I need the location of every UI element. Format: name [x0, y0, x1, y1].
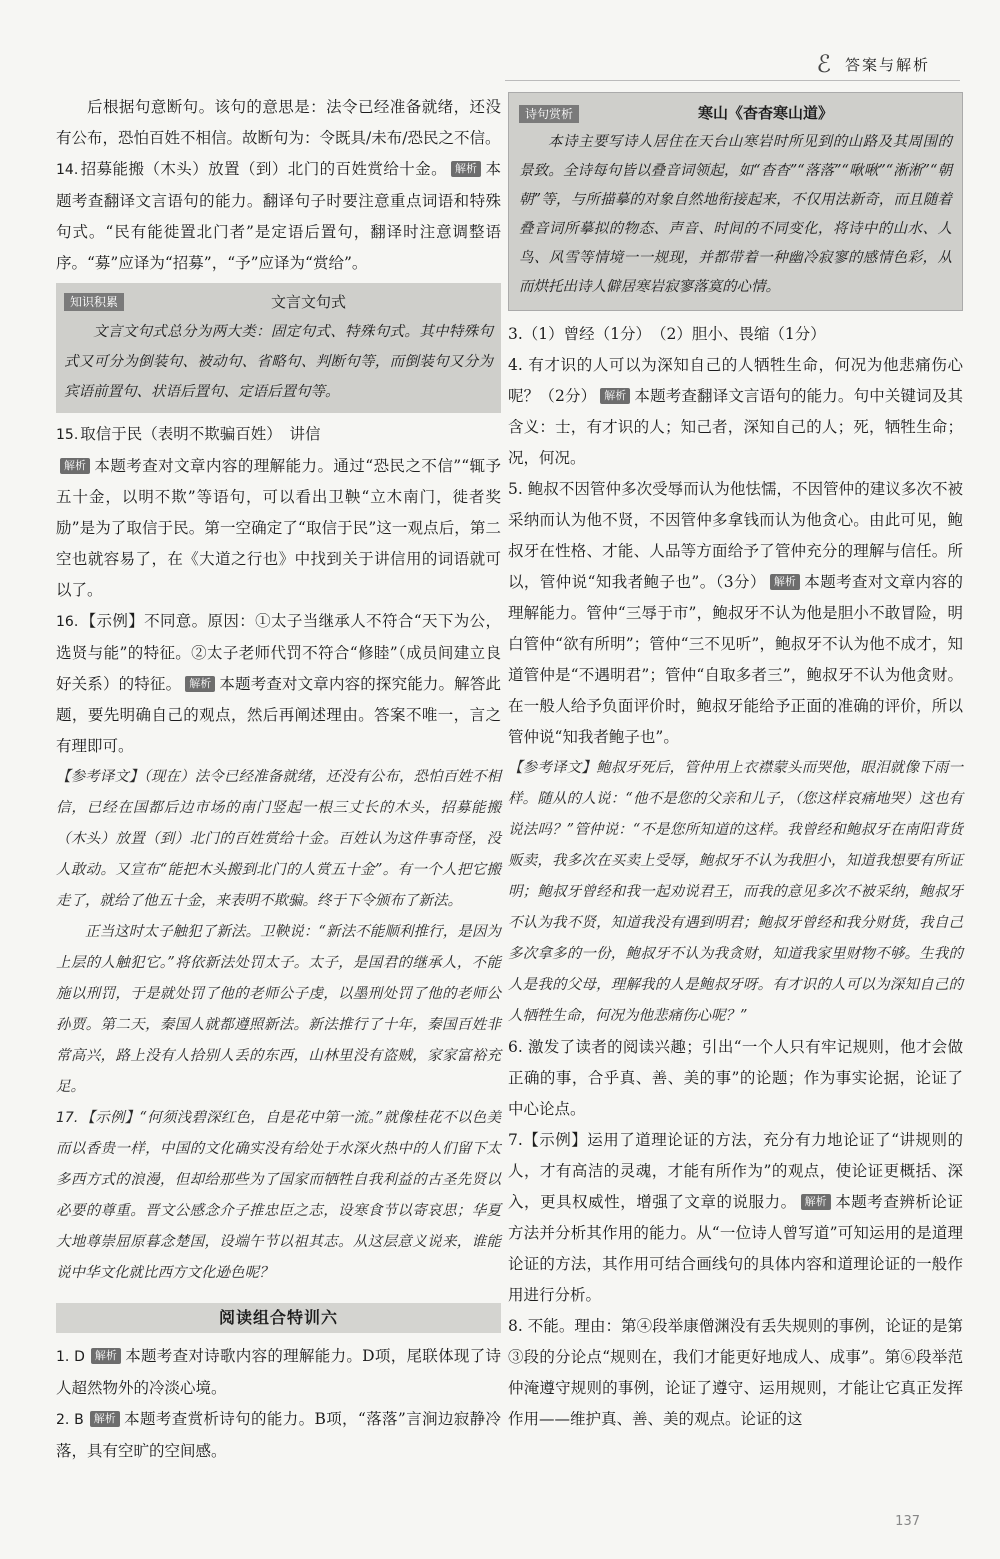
header-divider	[505, 80, 960, 81]
analysis-tag: 解析	[185, 676, 215, 692]
analysis-text: 本题考查对文章内容的理解能力。管仲“三辱于市”，鲍叔牙不认为他是胆小不敢冒险，明白管仲“欲有所明”；管仲“三不见听”，鲍叔牙不认为他不成才，知道管仲是“不遇明君”；管仲“自取多者三”，鲍叔牙不认为他贪财。在一般人给予负面评价时，鲍叔牙能给予正面的准确的评价，所以管仲说“知我者鲍子也”。	[508, 573, 963, 746]
question-number: 15.	[56, 427, 79, 443]
answer-text: 5. 鲍叔不因管仲多次受辱而认为他怯懦，不因管仲的建议多次不被采纳而认为他不贤，不因管仲多拿钱而认为他贪心。由此可见，鲍叔牙在性格、才能、人品等方面给予了管仲充分的理解与信任。所以，管仲说“知我者鲍子也”。（3分）	[508, 480, 963, 591]
analysis-text: 本题考查对诗歌内容的理解能力。D项，尾联体现了诗人超然物外的冷淡心境。	[56, 1347, 501, 1397]
answer-text: 4. 有才识的人可以为深知自己的人牺牲生命，何况为他悲痛伤心呢？（2分）	[508, 356, 963, 405]
answer-8: 8. 不能。理由：第④段举康僧渊没有丢失规则的事例，论证的是第③段的分论点“规则在，我们才能更好地成人、成事”。第⑥段举范仲淹遵守规则的事例，论证了遵守、运用规则，才能让它真正发挥作用——维护真、善、美的观点。论证的这	[508, 1317, 963, 1428]
answer-5	[508, 474, 963, 753]
reference-translation: 【参考译文】（现在）法令已经准备就绪，还没有公布，恐怕百姓不相信，已经在国都后边市场的南门竖起一根三丈长的木头，招募能搬（木头）放置（到）北门的百姓赏给十金。百姓认为这件事奇怪，没人敢动。又宣布“能把木头搬到北门的人赏五十金”。有一个人把它搬走了，就给了他五十金，来表明不欺骗。终于下令颁布了新法。	[56, 769, 501, 909]
analysis-tag: 解析	[770, 574, 800, 590]
analysis-text: 本题考查赏析诗句的能力。B项，“落落”言涧边寂静冷落，具有空旷的空间感。	[56, 1410, 501, 1460]
section-title: 阅读组合特训六	[56, 1303, 501, 1333]
answer-16	[56, 606, 501, 762]
answer-text: 取信于民（表明不欺骗百姓） 讲信	[80, 425, 321, 443]
page-header	[816, 50, 930, 78]
answer-6: 6. 激发了读者的阅读兴趣；引出“一个人只有牢记规则，他才会做正确的事，合乎真、善、美的事”的论题；作为事实论据，论证了中心论点。	[508, 1038, 963, 1118]
analysis-text: 本题考查对文章内容的理解能力。通过“恐民之不信”“辄予五十金，以明不欺”等语句，可以看出卫鞅“立木南门，徙者奖励”是为了取信于民。第一空确定了“取信于民”这一观点后，第二空也就容易了，在《大道之行也》中找到关于讲信用的词语就可以了。	[56, 457, 501, 599]
analysis-tag: 解析	[801, 1194, 831, 1210]
answer-15	[56, 419, 501, 606]
question-number: 1. D	[56, 1349, 85, 1365]
right-column	[508, 92, 963, 1435]
question-number: 17.	[56, 1110, 79, 1126]
analysis-text: 本题考查对文章内容的探究能力。解答此题，要先明确自己的观点，然后再阐述理由。答案不唯一，言之有理即可。	[56, 675, 501, 755]
answer-17	[56, 1103, 501, 1289]
analysis-tag: 解析	[451, 161, 481, 177]
left-column	[56, 92, 501, 1467]
knowledge-box	[56, 283, 501, 413]
header-title: 答案与解析	[844, 55, 930, 74]
paragraph-continuation: 后根据句意断句。该句的意思是：法令已经准备就绪，还没有公布，恐怕百姓不相信。故断句为：令既具/未布/恐民之不信。	[56, 98, 501, 147]
answer-4	[508, 350, 963, 474]
knowledge-title: 文言文句式	[271, 293, 347, 311]
answer-text: 招募能搬（木头）放置（到）北门的百姓赏给十金。	[80, 160, 448, 178]
appreciation-title: 寒山《杳杳寒山道》	[698, 104, 834, 122]
poem-appreciation-header	[519, 99, 952, 128]
question-number: 2. B	[56, 1412, 84, 1428]
answer-s1	[56, 1341, 501, 1404]
brand-logo-icon: ℰ	[816, 50, 831, 78]
answer-text: 【示例】不同意。原因：①太子当继承人不符合“天下为公，选贤与能”的特征。②太子老师代罚不符合“修睦”（成员间建立良好关系）的特征。	[56, 612, 501, 693]
appreciation-label: 诗句赏析	[519, 105, 579, 123]
reference-translation-cont: 正当这时太子触犯了新法。卫鞅说：“新法不能顺利推行，是因为上层的人触犯它。”将依新法处罚太子。太子，是国君的继承人，不能施以刑罚，于是就处罚了他的老师公子虔，以墨刑处罚了他的老师公孙贾。第二天，秦国人就都遵照新法。新法推行了十年，秦国百姓非常高兴，路上没有人拾别人丢的东西，山林里没有盗贼，家家富裕充足。	[56, 924, 501, 1095]
analysis-text: 本题考查翻译文言语句的能力。句中关键词及其含义：士，有才识的人；知己者，深知自己的人；死，牺牲生命；况，何况。	[508, 387, 963, 467]
analysis-text: 本题考查辨析论证方法并分析其作用的能力。从“一位诗人曾写道”可知运用的是道理论证的方法，其作用可结合画线句的具体内容和道理论证的一般作用进行分析。	[508, 1193, 963, 1304]
appreciation-body: 本诗主要写诗人居住在天台山寒岩时所见到的山路及其周围的景致。全诗每句皆以叠音词领起，如“杳杳”“落落”“啾啾”“淅淅”“朝朝”等，与所描摹的对象自然地衔接起来，不仅用法新奇，而且随着叠音词所摹拟的物态、声音、时间的不同变化，将诗中的山水、人鸟、风雪等情境一一规现，并都带着一种幽冷寂寥的感情色彩，从而烘托出诗人僻居寒岩寂寥落寞的心情。	[519, 134, 952, 295]
analysis-tag: 解析	[90, 1411, 120, 1427]
answer-7	[508, 1125, 963, 1311]
page-number: 137	[895, 1514, 920, 1529]
analysis-tag: 解析	[600, 388, 630, 404]
answer-14	[56, 154, 501, 279]
analysis-text: 本题考查翻译文言语句的能力。翻译句子时要注意重点词语和特殊句式。“民有能徙置北门者”是定语后置句，翻译时注意调整语序。“募”应译为“招募”，“予”应译为“赏给”。	[56, 160, 501, 272]
question-number: 16.	[56, 614, 79, 630]
knowledge-body: 文言文句式总分为两大类：固定句式、特殊句式。其中特殊句式又可分为倒装句、被动句、省略句、判断句等，而倒装句又分为宾语前置句、状语后置句、定语后置句等。	[64, 324, 493, 400]
poem-appreciation-box	[508, 92, 963, 311]
answer-3: 3.（1）曾经（1分） （2）胆小、畏缩（1分）	[508, 325, 826, 343]
question-number: 14.	[56, 162, 79, 178]
knowledge-box-header	[64, 287, 493, 317]
analysis-tag: 解析	[60, 458, 90, 474]
answer-s2	[56, 1404, 501, 1467]
answer-text: 7.【示例】运用了道理论证的方法，充分有力地论证了“讲规则的人，才有高洁的灵魂，才能有所作为”的观点，使论证更概括、深入，更具权威性，增强了文章的说服力。	[508, 1131, 963, 1211]
answer-text: 【示例】“何须浅碧深红色，自是花中第一流。”就像桂花不以色美而以香贵一样，中国的文化确实没有给处于水深火热中的人们留下太多西方式的浪漫，但却给那些为了国家而牺牲自我利益的古圣先贤以必要的尊重。晋文公感念介子推忠臣之志，设寒食节以寄哀思；华夏大地尊崇屈原暮念楚国，设端午节以祖其志。从这层意义说来，谁能说中华文化就比西方文化逊色呢？	[56, 1110, 501, 1281]
knowledge-label: 知识积累	[64, 293, 124, 311]
analysis-tag: 解析	[91, 1348, 121, 1364]
reference-translation: 【参考译文】鲍叔牙死后，管仲用上衣襟蒙头而哭他，眼泪就像下雨一样。随从的人说：“他不是您的父亲和儿子，（您这样哀痛地哭）这也有说法吗？”管仲说：“不是您所知道的这样。我曾经和鲍叔牙在南阳背货贩卖，我多次在买卖上受辱，鲍叔牙不认为我胆小，知道我想要有所证明；鲍叔牙曾经和我一起劝说君王，而我的意见多次不被采纳，鲍叔牙不认为我不贤，知道我没有遇到明君；鲍叔牙曾经和我分财货，我自己多次拿多的一份，鲍叔牙不认为我贪财，知道我家里财物不够。生我的人是我的父母，理解我的人是鲍叔牙呀。有才识的人可以为深知自己的人牺牲生命，何况为他悲痛伤心呢？”	[508, 760, 963, 1024]
